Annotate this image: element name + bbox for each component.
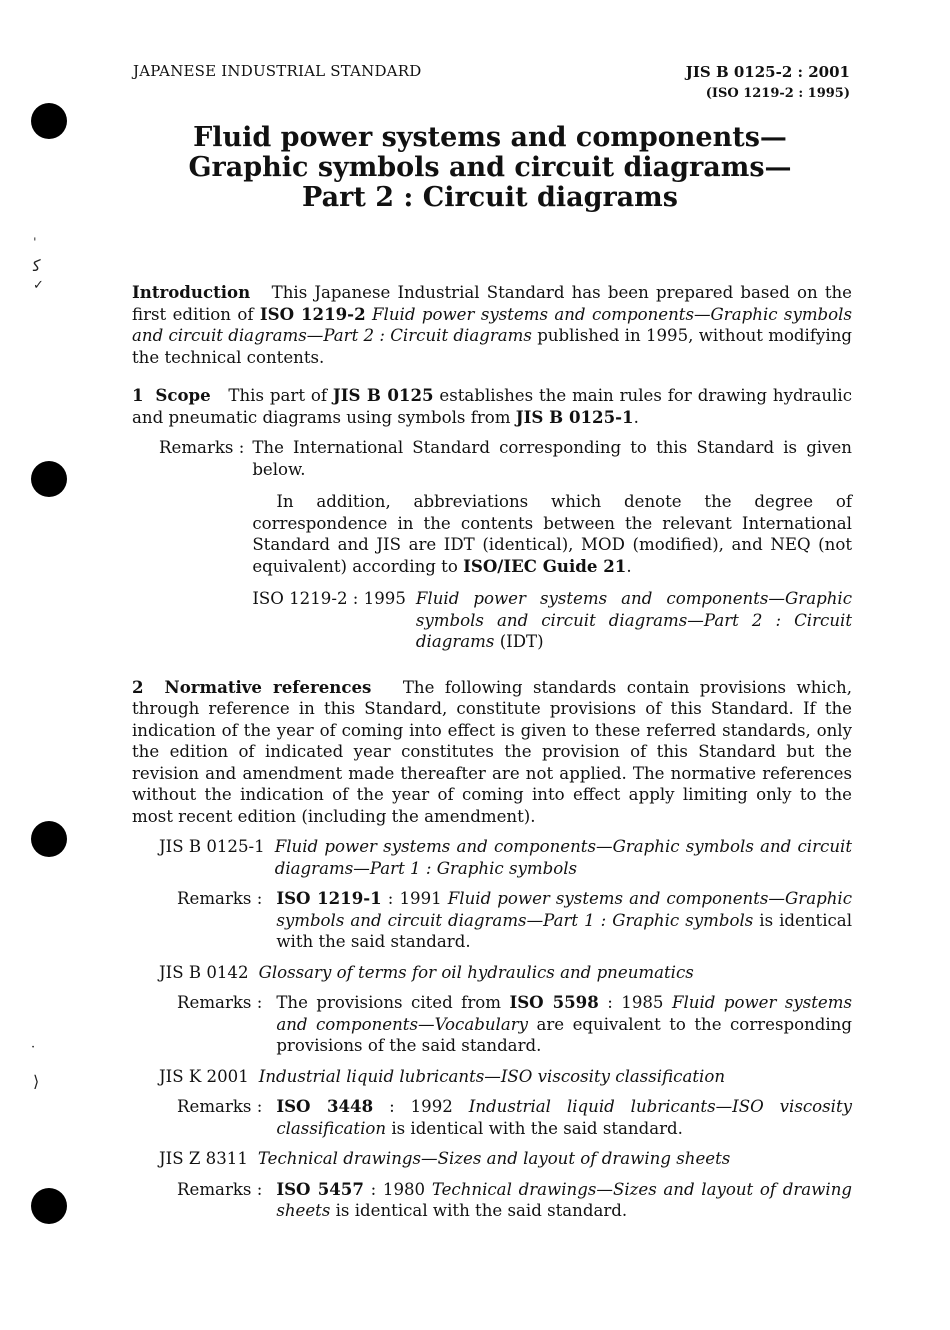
reference-code: JIS B 0125-1 (159, 837, 265, 856)
reference-code: JIS Z 8311 (159, 1149, 248, 1168)
reference-item (159, 1148, 852, 1170)
introduction-heading: Introduction (132, 282, 251, 302)
jis-number: JIS B 0125-2 : 2001 (685, 63, 850, 81)
title-line-1: Fluid power systems and components— (193, 122, 787, 153)
title-line-2: Graphic symbols and circuit diagrams— (188, 152, 792, 183)
binder-hole-4 (31, 1188, 67, 1224)
reference-title: Glossary of terms for oil hydraulics and pneumatics (258, 962, 694, 982)
scan-mark: ˌ (33, 228, 37, 243)
reference-remarks: Remarks : ISO 3448 : 1992 Industrial liquid lubricants—ISO viscosity classification is identical with the said standard. (177, 1096, 852, 1138)
standard-label: JAPANESE INDUSTRIAL STANDARD (133, 62, 422, 80)
iso-number: (ISO 1219-2 : 1995) (705, 86, 850, 101)
remarks-label: Remarks : (177, 993, 263, 1012)
remarks-label: Remarks : (159, 438, 245, 457)
document-title (130, 123, 850, 213)
scan-mark: ﮐ (33, 256, 41, 275)
introduction-paragraph: Introduction This Japanese Industrial Standard has been prepared based on the first edition of ISO 1219-2 Fluid power systems and components—Graphic symbols and circuit diagrams—Part 2 : Circuit diagrams published in 1995, without modifying the technical contents. (132, 282, 853, 367)
binder-hole-2 (31, 461, 67, 497)
reference-title: Fluid power systems and components—Graphic symbols and circuit diagrams—Part 1 : Graphic symbols (274, 837, 852, 878)
reference-title: Industrial liquid lubricants—ISO viscosity classification (258, 1066, 726, 1086)
scope-number: 1 (132, 385, 144, 405)
scope-heading: Scope (155, 385, 211, 405)
standard-number (686, 62, 850, 104)
reference-remarks: Remarks : The provisions cited from ISO 5598 : 1985 Fluid power systems and components—Vocabulary are equivalent to the corresponding provisions of the said standard. (177, 992, 852, 1055)
reference-remarks: Remarks : ISO 1219-1 : 1991 Fluid power systems and components—Graphic symbols and circuit diagrams—Part 1 : Graphic symbols is identical with the said standard. (177, 888, 853, 951)
scope-paragraph: 1 Scope This part of JIS B 0125 establishes the main rules for drawing hydraulic and pneumatic diagrams using symbols from JIS B 0125-1. (132, 385, 852, 427)
iso-title: Fluid power systems and components—Graphic symbols and circuit diagrams—Part 2 : Circuit diagrams (415, 589, 852, 651)
normative-number: 2 (132, 676, 144, 697)
remarks-label: Remarks : (177, 889, 263, 908)
reference-title: Technical drawings—Sizes and layout of drawing sheets (257, 1149, 731, 1168)
reference-code: JIS K 2001 (159, 1066, 249, 1086)
remarks-label: Remarks : (177, 1179, 263, 1199)
corresponding-iso: ISO 1219-2 : 1995 Fluid power systems and components—Graphic symbols and circuit diagrams—Part 2 : Circuit diagrams (IDT) (252, 589, 852, 651)
remarks-label: Remarks : (177, 1097, 263, 1116)
remarks-text: In addition, abbreviations which denote the degree of correspondence in the contents between the relevant International Standard and JIS are IDT (identical), MOD (modified), and NEQ (not equivalent) according to ISO/IEC Guide 21. (252, 492, 852, 576)
reference-remarks: Remarks : ISO 5457 : 1980 Technical drawings—Sizes and layout of drawing sheets is identical with the said standard. (177, 1178, 852, 1220)
iso-code: ISO 1219-2 : 1995 (252, 589, 406, 608)
scope-remarks (159, 437, 852, 653)
reference-code: JIS B 0142 (159, 962, 249, 982)
normative-references-paragraph: 2 Normative references The following standards contain provisions which, through reference in this Standard, constitute provisions of this Standard. If the indication of the year of coming into effect is given to these referred standards, only the edition of indicated year constitutes the provision of this Standard but the revision and amendment made thereafter are not applied. The normative references without the indication of the year of coming into effect apply limiting only to the most recent edition (including the amendment). (132, 676, 852, 826)
normative-heading: Normative references (164, 676, 372, 697)
reference-item (159, 1066, 852, 1088)
title-line-3: Part 2 : Circuit diagrams (302, 182, 678, 213)
binder-hole-3 (31, 821, 67, 857)
scan-mark: ✓ (33, 278, 44, 293)
reference-item (159, 836, 852, 879)
remarks-text: The International Standard corresponding to this Standard is given below. (252, 438, 852, 479)
binder-hole-1 (31, 103, 67, 139)
scan-mark: ⟩ (33, 1072, 40, 1091)
reference-item (159, 962, 852, 984)
scan-mark: · (31, 1040, 36, 1055)
document-body (132, 282, 852, 1222)
